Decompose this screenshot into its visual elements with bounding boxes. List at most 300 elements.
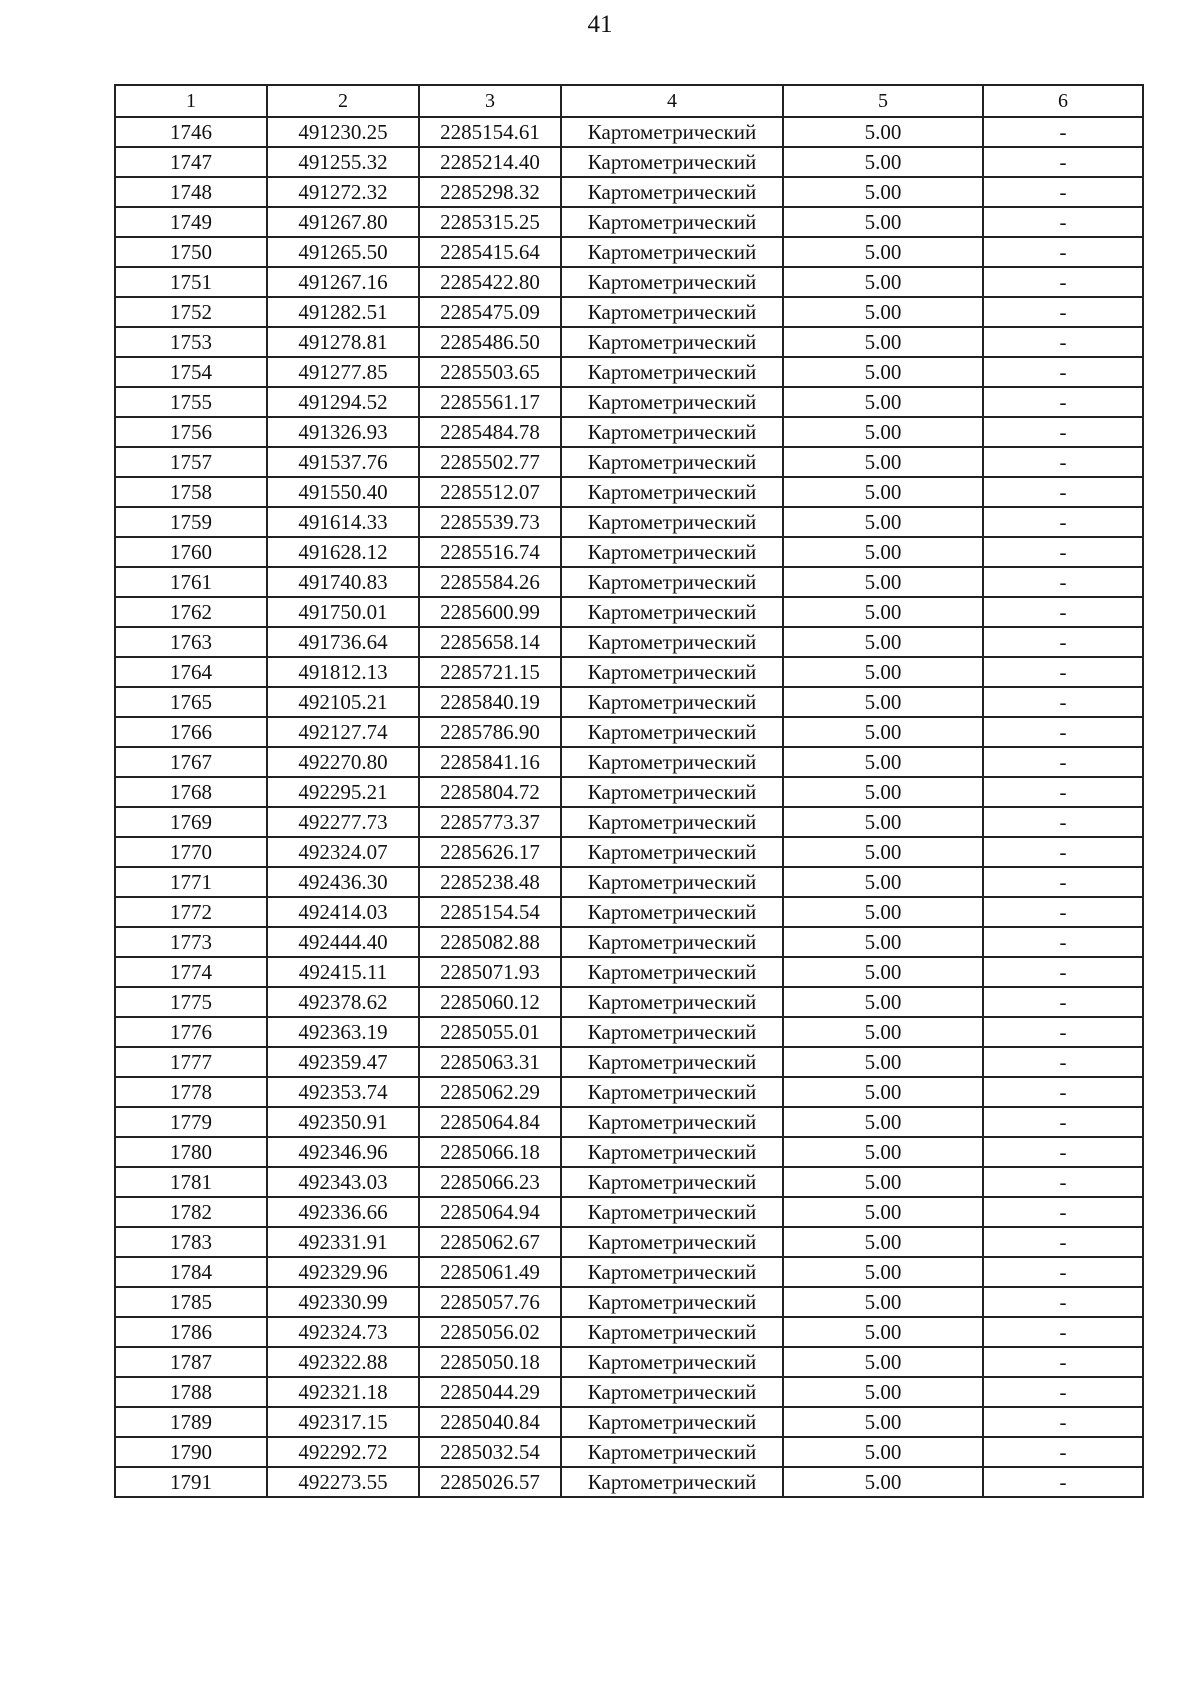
point-number-cell: 1755 — [115, 387, 267, 417]
y-coordinate-cell: 2285064.84 — [419, 1107, 561, 1137]
point-number-cell: 1782 — [115, 1197, 267, 1227]
x-coordinate-cell: 492127.74 — [267, 717, 419, 747]
accuracy-cell: 5.00 — [783, 177, 983, 207]
x-coordinate-cell: 492363.19 — [267, 1017, 419, 1047]
description-cell: - — [983, 987, 1143, 1017]
table-row — [115, 717, 1143, 747]
y-coordinate-cell: 2285071.93 — [419, 957, 561, 987]
x-coordinate-cell: 492324.07 — [267, 837, 419, 867]
description-cell: - — [983, 1137, 1143, 1167]
accuracy-cell: 5.00 — [783, 567, 983, 597]
x-coordinate-cell: 491537.76 — [267, 447, 419, 477]
method-cell: Картометрический — [561, 1377, 783, 1407]
accuracy-cell: 5.00 — [783, 837, 983, 867]
method-cell: Картометрический — [561, 1167, 783, 1197]
x-coordinate-cell: 492322.88 — [267, 1347, 419, 1377]
method-cell: Картометрический — [561, 1107, 783, 1137]
description-cell: - — [983, 147, 1143, 177]
description-cell: - — [983, 837, 1143, 867]
description-cell: - — [983, 1467, 1143, 1497]
description-cell: - — [983, 387, 1143, 417]
point-number-cell: 1775 — [115, 987, 267, 1017]
accuracy-cell: 5.00 — [783, 267, 983, 297]
table-row — [115, 417, 1143, 447]
x-coordinate-cell: 492350.91 — [267, 1107, 419, 1137]
x-coordinate-cell: 491282.51 — [267, 297, 419, 327]
x-coordinate-cell: 492346.96 — [267, 1137, 419, 1167]
y-coordinate-cell: 2285062.29 — [419, 1077, 561, 1107]
table-row — [115, 1107, 1143, 1137]
y-coordinate-cell: 2285841.16 — [419, 747, 561, 777]
x-coordinate-cell: 491614.33 — [267, 507, 419, 537]
description-cell: - — [983, 807, 1143, 837]
table-row — [115, 267, 1143, 297]
method-cell: Картометрический — [561, 1197, 783, 1227]
accuracy-cell: 5.00 — [783, 627, 983, 657]
x-coordinate-cell: 492444.40 — [267, 927, 419, 957]
description-cell: - — [983, 447, 1143, 477]
method-cell: Картометрический — [561, 807, 783, 837]
method-cell: Картометрический — [561, 1437, 783, 1467]
point-number-cell: 1787 — [115, 1347, 267, 1377]
description-cell: - — [983, 537, 1143, 567]
method-cell: Картометрический — [561, 927, 783, 957]
table-row — [115, 897, 1143, 927]
x-coordinate-cell: 492336.66 — [267, 1197, 419, 1227]
accuracy-cell: 5.00 — [783, 1437, 983, 1467]
description-cell: - — [983, 567, 1143, 597]
x-coordinate-cell: 491272.32 — [267, 177, 419, 207]
method-cell: Картометрический — [561, 447, 783, 477]
x-coordinate-cell: 491277.85 — [267, 357, 419, 387]
point-number-cell: 1746 — [115, 117, 267, 147]
description-cell: - — [983, 777, 1143, 807]
table-row — [115, 357, 1143, 387]
method-cell: Картометрический — [561, 387, 783, 417]
method-cell: Картометрический — [561, 147, 783, 177]
accuracy-cell: 5.00 — [783, 927, 983, 957]
table-row — [115, 1167, 1143, 1197]
y-coordinate-cell: 2285584.26 — [419, 567, 561, 597]
column-header-6: 6 — [983, 85, 1143, 117]
table-row — [115, 507, 1143, 537]
y-coordinate-cell: 2285502.77 — [419, 447, 561, 477]
y-coordinate-cell: 2285026.57 — [419, 1467, 561, 1497]
y-coordinate-cell: 2285055.01 — [419, 1017, 561, 1047]
description-cell: - — [983, 267, 1143, 297]
description-cell: - — [983, 507, 1143, 537]
description-cell: - — [983, 237, 1143, 267]
accuracy-cell: 5.00 — [783, 447, 983, 477]
point-number-cell: 1780 — [115, 1137, 267, 1167]
x-coordinate-cell: 491294.52 — [267, 387, 419, 417]
x-coordinate-cell: 491267.16 — [267, 267, 419, 297]
accuracy-cell: 5.00 — [783, 1107, 983, 1137]
accuracy-cell: 5.00 — [783, 417, 983, 447]
accuracy-cell: 5.00 — [783, 1377, 983, 1407]
method-cell: Картометрический — [561, 627, 783, 657]
method-cell: Картометрический — [561, 537, 783, 567]
point-number-cell: 1748 — [115, 177, 267, 207]
accuracy-cell: 5.00 — [783, 597, 983, 627]
accuracy-cell: 5.00 — [783, 807, 983, 837]
method-cell: Картометрический — [561, 837, 783, 867]
x-coordinate-cell: 492331.91 — [267, 1227, 419, 1257]
accuracy-cell: 5.00 — [783, 687, 983, 717]
point-number-cell: 1762 — [115, 597, 267, 627]
x-coordinate-cell: 492353.74 — [267, 1077, 419, 1107]
y-coordinate-cell: 2285082.88 — [419, 927, 561, 957]
column-header-4: 4 — [561, 85, 783, 117]
accuracy-cell: 5.00 — [783, 657, 983, 687]
method-cell: Картометрический — [561, 957, 783, 987]
x-coordinate-cell: 492415.11 — [267, 957, 419, 987]
y-coordinate-cell: 2285154.54 — [419, 897, 561, 927]
point-number-cell: 1778 — [115, 1077, 267, 1107]
x-coordinate-cell: 492277.73 — [267, 807, 419, 837]
point-number-cell: 1788 — [115, 1377, 267, 1407]
table-row — [115, 807, 1143, 837]
method-cell: Картометрический — [561, 567, 783, 597]
page-number: 41 — [587, 11, 613, 38]
point-number-cell: 1768 — [115, 777, 267, 807]
table-row — [115, 297, 1143, 327]
y-coordinate-cell: 2285503.65 — [419, 357, 561, 387]
x-coordinate-cell: 491550.40 — [267, 477, 419, 507]
table-row — [115, 867, 1143, 897]
y-coordinate-cell: 2285056.02 — [419, 1317, 561, 1347]
accuracy-cell: 5.00 — [783, 1137, 983, 1167]
header-row — [115, 85, 1143, 117]
x-coordinate-cell: 491812.13 — [267, 657, 419, 687]
x-coordinate-cell: 491750.01 — [267, 597, 419, 627]
method-cell: Картометрический — [561, 1347, 783, 1377]
accuracy-cell: 5.00 — [783, 117, 983, 147]
description-cell: - — [983, 417, 1143, 447]
accuracy-cell: 5.00 — [783, 477, 983, 507]
method-cell: Картометрический — [561, 267, 783, 297]
description-cell: - — [983, 957, 1143, 987]
point-number-cell: 1764 — [115, 657, 267, 687]
column-header-3: 3 — [419, 85, 561, 117]
table-row — [115, 777, 1143, 807]
description-cell: - — [983, 1047, 1143, 1077]
point-number-cell: 1773 — [115, 927, 267, 957]
point-number-cell: 1769 — [115, 807, 267, 837]
method-cell: Картометрический — [561, 117, 783, 147]
point-number-cell: 1756 — [115, 417, 267, 447]
x-coordinate-cell: 492321.18 — [267, 1377, 419, 1407]
table-row — [115, 627, 1143, 657]
x-coordinate-cell: 491278.81 — [267, 327, 419, 357]
table-row — [115, 1227, 1143, 1257]
y-coordinate-cell: 2285840.19 — [419, 687, 561, 717]
method-cell: Картометрический — [561, 1227, 783, 1257]
accuracy-cell: 5.00 — [783, 1347, 983, 1377]
x-coordinate-cell: 492273.55 — [267, 1467, 419, 1497]
table-row — [115, 177, 1143, 207]
y-coordinate-cell: 2285415.64 — [419, 237, 561, 267]
description-cell: - — [983, 1347, 1143, 1377]
accuracy-cell: 5.00 — [783, 1467, 983, 1497]
description-cell: - — [983, 1077, 1143, 1107]
description-cell: - — [983, 297, 1143, 327]
point-number-cell: 1751 — [115, 267, 267, 297]
method-cell: Картометрический — [561, 1017, 783, 1047]
table-row — [115, 237, 1143, 267]
x-coordinate-cell: 492329.96 — [267, 1257, 419, 1287]
description-cell: - — [983, 1197, 1143, 1227]
method-cell: Картометрический — [561, 417, 783, 447]
description-cell: - — [983, 1377, 1143, 1407]
x-coordinate-cell: 492324.73 — [267, 1317, 419, 1347]
table-row — [115, 207, 1143, 237]
method-cell: Картометрический — [561, 1257, 783, 1287]
table-row — [115, 1377, 1143, 1407]
description-cell: - — [983, 1437, 1143, 1467]
description-cell: - — [983, 177, 1143, 207]
table-row — [115, 387, 1143, 417]
x-coordinate-cell: 491255.32 — [267, 147, 419, 177]
x-coordinate-cell: 491230.25 — [267, 117, 419, 147]
point-number-cell: 1753 — [115, 327, 267, 357]
description-cell: - — [983, 1107, 1143, 1137]
y-coordinate-cell: 2285484.78 — [419, 417, 561, 447]
description-cell: - — [983, 597, 1143, 627]
point-number-cell: 1749 — [115, 207, 267, 237]
method-cell: Картометрический — [561, 777, 783, 807]
accuracy-cell: 5.00 — [783, 1407, 983, 1437]
point-number-cell: 1757 — [115, 447, 267, 477]
description-cell: - — [983, 1407, 1143, 1437]
table-row — [115, 1287, 1143, 1317]
method-cell: Картометрический — [561, 747, 783, 777]
x-coordinate-cell: 492295.21 — [267, 777, 419, 807]
method-cell: Картометрический — [561, 177, 783, 207]
description-cell: - — [983, 357, 1143, 387]
x-coordinate-cell: 491326.93 — [267, 417, 419, 447]
method-cell: Картометрический — [561, 1077, 783, 1107]
point-number-cell: 1752 — [115, 297, 267, 327]
point-number-cell: 1777 — [115, 1047, 267, 1077]
point-number-cell: 1760 — [115, 537, 267, 567]
description-cell: - — [983, 207, 1143, 237]
x-coordinate-cell: 492414.03 — [267, 897, 419, 927]
point-number-cell: 1754 — [115, 357, 267, 387]
accuracy-cell: 5.00 — [783, 1197, 983, 1227]
table-row — [115, 567, 1143, 597]
accuracy-cell: 5.00 — [783, 297, 983, 327]
point-number-cell: 1779 — [115, 1107, 267, 1137]
y-coordinate-cell: 2285658.14 — [419, 627, 561, 657]
point-number-cell: 1761 — [115, 567, 267, 597]
accuracy-cell: 5.00 — [783, 387, 983, 417]
column-header-5: 5 — [783, 85, 983, 117]
method-cell: Картометрический — [561, 1287, 783, 1317]
y-coordinate-cell: 2285154.61 — [419, 117, 561, 147]
x-coordinate-cell: 491736.64 — [267, 627, 419, 657]
description-cell: - — [983, 1257, 1143, 1287]
y-coordinate-cell: 2285539.73 — [419, 507, 561, 537]
method-cell: Картометрический — [561, 867, 783, 897]
method-cell: Картометрический — [561, 477, 783, 507]
point-number-cell: 1767 — [115, 747, 267, 777]
method-cell: Картометрический — [561, 597, 783, 627]
table-row — [115, 1347, 1143, 1377]
y-coordinate-cell: 2285804.72 — [419, 777, 561, 807]
accuracy-cell: 5.00 — [783, 357, 983, 387]
accuracy-cell: 5.00 — [783, 147, 983, 177]
description-cell: - — [983, 1317, 1143, 1347]
y-coordinate-cell: 2285238.48 — [419, 867, 561, 897]
x-coordinate-cell: 491740.83 — [267, 567, 419, 597]
point-number-cell: 1786 — [115, 1317, 267, 1347]
x-coordinate-cell: 492359.47 — [267, 1047, 419, 1077]
accuracy-cell: 5.00 — [783, 867, 983, 897]
table-row — [115, 1077, 1143, 1107]
point-number-cell: 1765 — [115, 687, 267, 717]
x-coordinate-cell: 491628.12 — [267, 537, 419, 567]
method-cell: Картометрический — [561, 1137, 783, 1167]
method-cell: Картометрический — [561, 237, 783, 267]
accuracy-cell: 5.00 — [783, 1317, 983, 1347]
point-number-cell: 1747 — [115, 147, 267, 177]
method-cell: Картометрический — [561, 987, 783, 1017]
accuracy-cell: 5.00 — [783, 717, 983, 747]
y-coordinate-cell: 2285422.80 — [419, 267, 561, 297]
description-cell: - — [983, 1227, 1143, 1257]
accuracy-cell: 5.00 — [783, 1167, 983, 1197]
accuracy-cell: 5.00 — [783, 1227, 983, 1257]
accuracy-cell: 5.00 — [783, 207, 983, 237]
table-header — [115, 85, 1143, 117]
accuracy-cell: 5.00 — [783, 1017, 983, 1047]
accuracy-cell: 5.00 — [783, 327, 983, 357]
description-cell: - — [983, 687, 1143, 717]
y-coordinate-cell: 2285061.49 — [419, 1257, 561, 1287]
method-cell: Картометрический — [561, 897, 783, 927]
x-coordinate-cell: 491265.50 — [267, 237, 419, 267]
table-row — [115, 927, 1143, 957]
y-coordinate-cell: 2285786.90 — [419, 717, 561, 747]
y-coordinate-cell: 2285516.74 — [419, 537, 561, 567]
y-coordinate-cell: 2285600.99 — [419, 597, 561, 627]
method-cell: Картометрический — [561, 1467, 783, 1497]
column-header-2: 2 — [267, 85, 419, 117]
point-number-cell: 1766 — [115, 717, 267, 747]
accuracy-cell: 5.00 — [783, 237, 983, 267]
y-coordinate-cell: 2285721.15 — [419, 657, 561, 687]
table-row — [115, 597, 1143, 627]
accuracy-cell: 5.00 — [783, 1287, 983, 1317]
accuracy-cell: 5.00 — [783, 777, 983, 807]
table-row — [115, 837, 1143, 867]
method-cell: Картометрический — [561, 717, 783, 747]
table-row — [115, 1317, 1143, 1347]
method-cell: Картометрический — [561, 327, 783, 357]
method-cell: Картометрический — [561, 1317, 783, 1347]
description-cell: - — [983, 717, 1143, 747]
table-row — [115, 1467, 1143, 1497]
point-number-cell: 1771 — [115, 867, 267, 897]
table-row — [115, 1197, 1143, 1227]
point-number-cell: 1772 — [115, 897, 267, 927]
table-row — [115, 1047, 1143, 1077]
accuracy-cell: 5.00 — [783, 1047, 983, 1077]
description-cell: - — [983, 1167, 1143, 1197]
method-cell: Картометрический — [561, 297, 783, 327]
point-number-cell: 1774 — [115, 957, 267, 987]
table-body — [115, 117, 1143, 1497]
y-coordinate-cell: 2285486.50 — [419, 327, 561, 357]
y-coordinate-cell: 2285064.94 — [419, 1197, 561, 1227]
x-coordinate-cell: 491267.80 — [267, 207, 419, 237]
method-cell: Картометрический — [561, 357, 783, 387]
description-cell: - — [983, 627, 1143, 657]
description-cell: - — [983, 1287, 1143, 1317]
y-coordinate-cell: 2285062.67 — [419, 1227, 561, 1257]
point-number-cell: 1759 — [115, 507, 267, 537]
description-cell: - — [983, 477, 1143, 507]
x-coordinate-cell: 492270.80 — [267, 747, 419, 777]
table-row — [115, 1017, 1143, 1047]
y-coordinate-cell: 2285050.18 — [419, 1347, 561, 1377]
point-number-cell: 1791 — [115, 1467, 267, 1497]
column-header-1: 1 — [115, 85, 267, 117]
table-row — [115, 1407, 1143, 1437]
accuracy-cell: 5.00 — [783, 747, 983, 777]
x-coordinate-cell: 492330.99 — [267, 1287, 419, 1317]
method-cell: Картометрический — [561, 687, 783, 717]
table-row — [115, 327, 1143, 357]
y-coordinate-cell: 2285298.32 — [419, 177, 561, 207]
x-coordinate-cell: 492378.62 — [267, 987, 419, 1017]
point-number-cell: 1770 — [115, 837, 267, 867]
point-number-cell: 1763 — [115, 627, 267, 657]
y-coordinate-cell: 2285063.31 — [419, 1047, 561, 1077]
point-number-cell: 1758 — [115, 477, 267, 507]
table-row — [115, 1437, 1143, 1467]
coordinates-table — [114, 84, 1144, 1498]
y-coordinate-cell: 2285057.76 — [419, 1287, 561, 1317]
x-coordinate-cell: 492292.72 — [267, 1437, 419, 1467]
table-row — [115, 447, 1143, 477]
accuracy-cell: 5.00 — [783, 1077, 983, 1107]
y-coordinate-cell: 2285561.17 — [419, 387, 561, 417]
description-cell: - — [983, 117, 1143, 147]
method-cell: Картометрический — [561, 657, 783, 687]
method-cell: Картометрический — [561, 1047, 783, 1077]
description-cell: - — [983, 1017, 1143, 1047]
y-coordinate-cell: 2285066.18 — [419, 1137, 561, 1167]
accuracy-cell: 5.00 — [783, 897, 983, 927]
y-coordinate-cell: 2285512.07 — [419, 477, 561, 507]
description-cell: - — [983, 327, 1143, 357]
y-coordinate-cell: 2285044.29 — [419, 1377, 561, 1407]
y-coordinate-cell: 2285040.84 — [419, 1407, 561, 1437]
point-number-cell: 1789 — [115, 1407, 267, 1437]
table-row — [115, 687, 1143, 717]
y-coordinate-cell: 2285032.54 — [419, 1437, 561, 1467]
table-row — [115, 1137, 1143, 1167]
description-cell: - — [983, 867, 1143, 897]
table-row — [115, 657, 1143, 687]
point-number-cell: 1783 — [115, 1227, 267, 1257]
point-number-cell: 1776 — [115, 1017, 267, 1047]
table-row — [115, 957, 1143, 987]
x-coordinate-cell: 492317.15 — [267, 1407, 419, 1437]
accuracy-cell: 5.00 — [783, 537, 983, 567]
